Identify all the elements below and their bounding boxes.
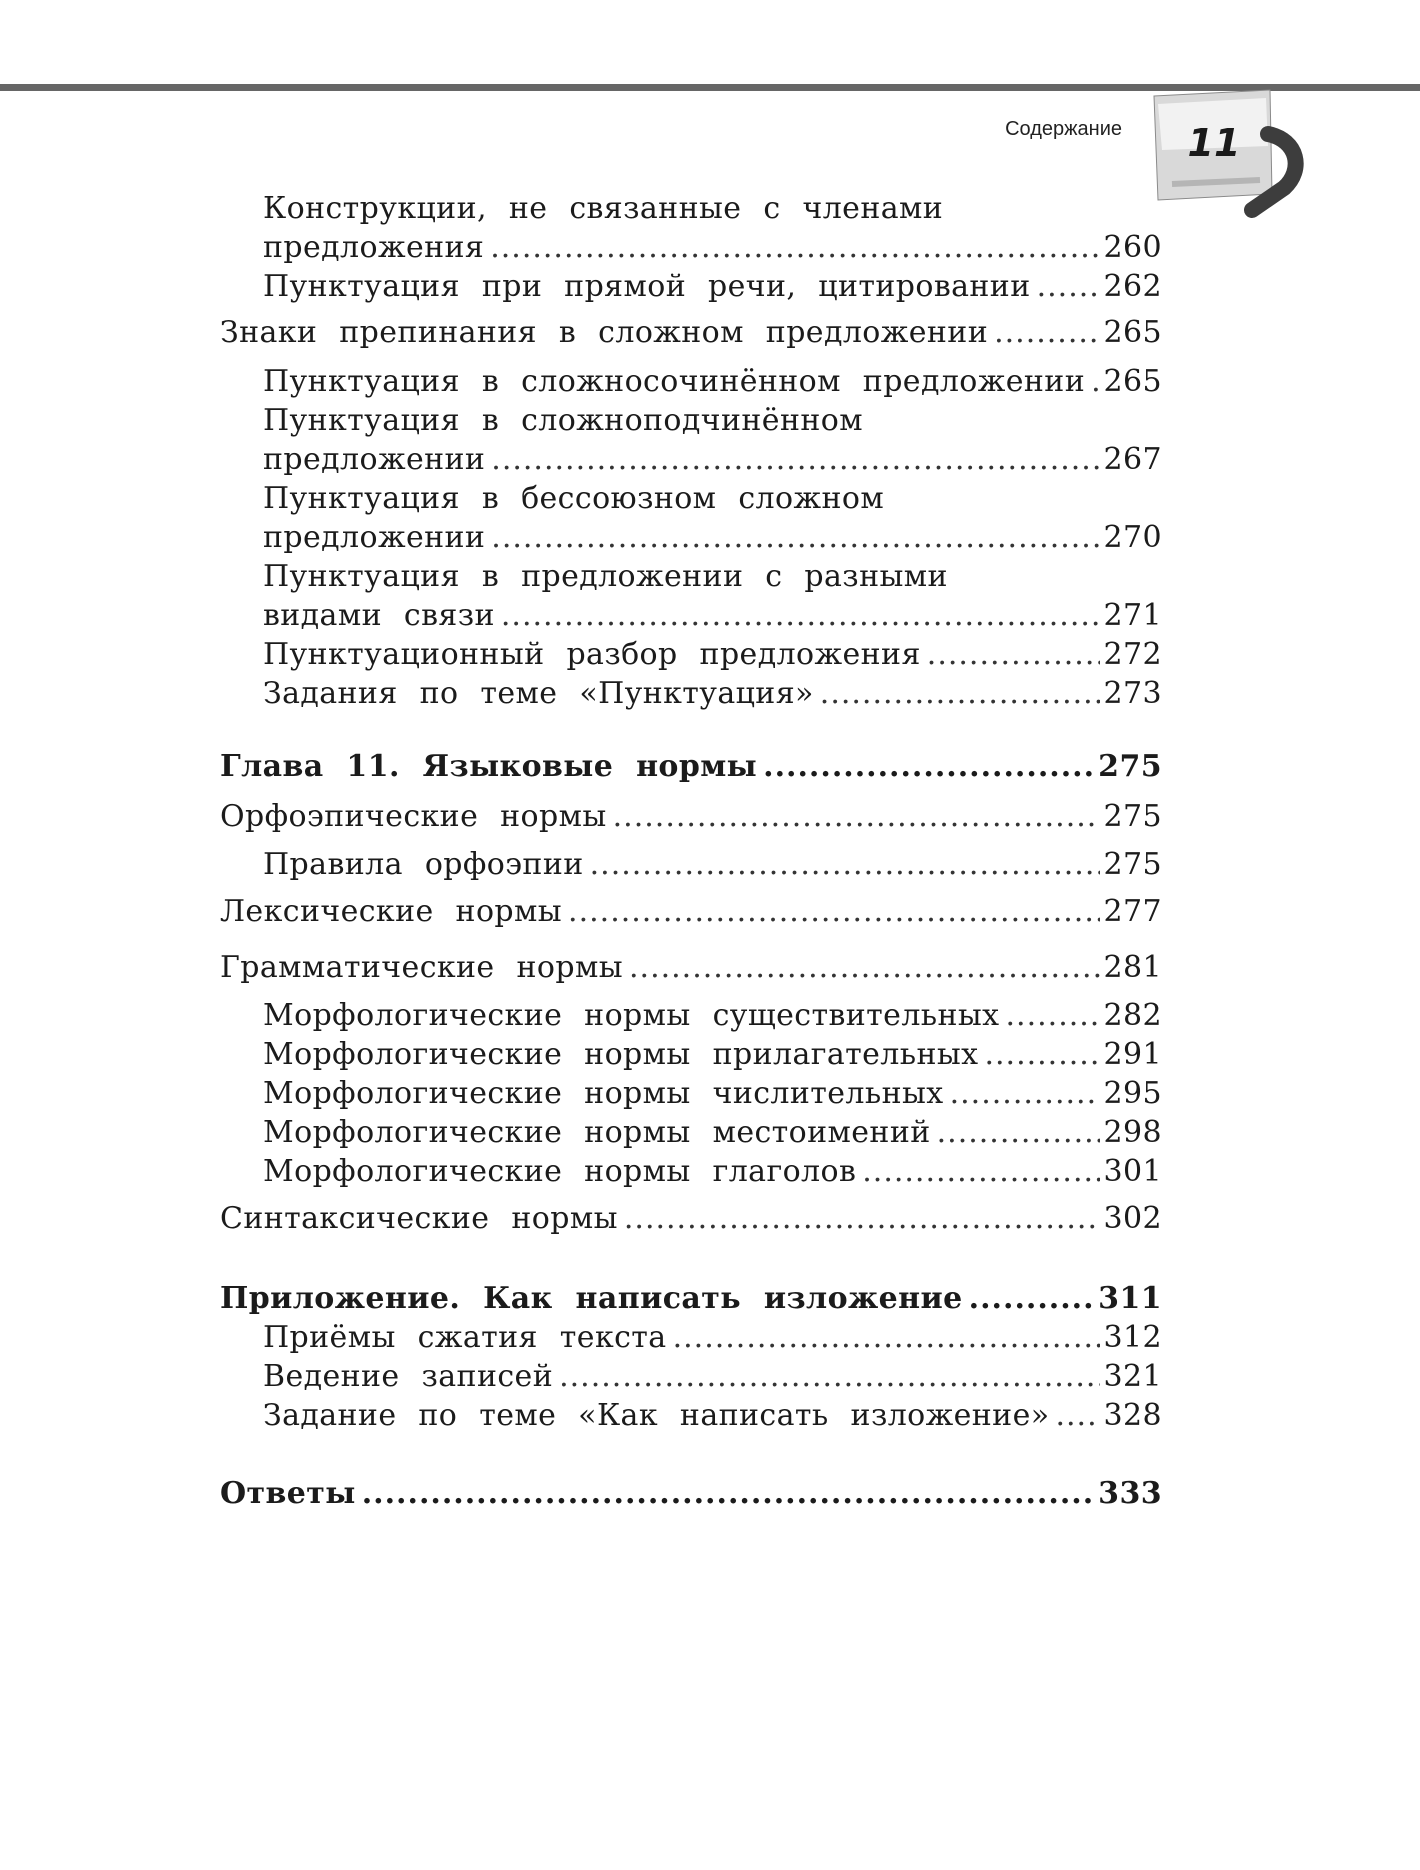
toc-entry-page: 270 [1103,520,1162,555]
toc-entry-title: Глава 11. Языковые нормы [220,749,758,784]
toc-entry-page: 260 [1103,230,1162,265]
toc-entry-title: Задания по теме «Пунктуация» [263,676,814,711]
page-number: 11 [1187,121,1241,165]
toc-entry-title: предложения [263,230,485,265]
toc-entry-title: Приложение. Как написать изложение [220,1281,963,1316]
toc-entry-page: 298 [1103,1115,1162,1150]
toc-entry[interactable] [263,674,1162,713]
dot-leader [994,313,1099,352]
toc-entry-page: 295 [1103,1076,1162,1111]
dot-leader [629,948,1100,987]
toc-chapter[interactable] [220,1474,1162,1513]
toc-entry[interactable] [220,892,1162,931]
dot-leader [490,228,1099,267]
toc-entry-title: Приёмы сжатия текста [263,1320,667,1355]
toc-entry[interactable] [263,1152,1162,1191]
toc-entry-line1: Пунктуация в бессоюзном сложном [263,481,885,516]
toc-entry[interactable] [263,518,1162,557]
dot-leader [984,1035,1099,1074]
toc-entry-title: Пунктуация при прямой речи, цитировании [263,269,1031,304]
dot-leader [1055,1396,1099,1435]
toc-entry[interactable] [263,1396,1162,1435]
toc-entry[interactable] [263,362,1162,401]
toc-entry-page: 302 [1103,1201,1162,1236]
dot-leader [559,1357,1099,1396]
toc-chapter[interactable] [220,747,1162,786]
toc-entry-page: 328 [1103,1398,1162,1433]
toc-entry-title: Грамматические нормы [220,950,623,985]
toc-entry[interactable] [263,1318,1162,1357]
toc-entry[interactable] [263,845,1162,884]
dot-leader [820,674,1100,713]
toc-entry-title: Правила орфоэпии [263,847,584,882]
toc-entry-page: 275 [1103,799,1162,834]
toc-entry-page: 262 [1103,269,1162,304]
toc-entry-title: Морфологические нормы местоимений [263,1115,931,1150]
toc-entry-page: 277 [1103,894,1162,929]
dot-leader [491,440,1099,479]
toc-entry-page: 275 [1098,749,1162,784]
toc-entry[interactable] [263,596,1162,635]
toc-entry[interactable] [263,267,1162,306]
toc-entry-title: Морфологические нормы существительных [263,998,1000,1033]
dot-leader [362,1474,1094,1513]
toc-entry-title: Морфологические нормы глаголов [263,1154,857,1189]
dot-leader [1006,996,1100,1035]
toc-entry-title: Морфологические нормы числительных [263,1076,944,1111]
toc-entry-title: Морфологические нормы прилагательных [263,1037,979,1072]
toc-entry-page: 265 [1103,364,1162,399]
toc-entry-page: 281 [1103,950,1162,985]
toc-entry-page: 282 [1103,998,1162,1033]
dot-leader [590,845,1100,884]
toc-entry-title: Задание по теме «Как написать изложение» [263,1398,1050,1433]
toc-chapter[interactable] [220,1279,1162,1318]
toc-entry-title: Ответы [220,1476,356,1511]
toc-entry-title: Синтаксические нормы [220,1201,618,1236]
dot-leader [862,1152,1099,1191]
dot-leader [763,747,1094,786]
toc-entry-title: Ведение записей [263,1359,554,1394]
toc-entry-page: 267 [1103,442,1162,477]
toc-entry[interactable] [263,1357,1162,1396]
toc-entry-line1: Пунктуация в сложноподчинённом [263,403,863,438]
dot-leader [950,1074,1100,1113]
toc-entry-page: 271 [1103,598,1162,633]
toc-entry-page: 291 [1103,1037,1162,1072]
toc-entry-page: 272 [1103,637,1162,672]
toc-entry-line1: Конструкции, не связанные с членами [263,191,944,226]
toc-entry[interactable] [220,948,1162,987]
toc-entry[interactable] [220,797,1162,836]
dot-leader [969,1279,1095,1318]
toc-entry-title: Лексические нормы [220,894,563,929]
toc-entry[interactable] [263,635,1162,674]
toc-entry-title: видами связи [263,598,495,633]
toc-entry-title: предложении [263,520,486,555]
toc-entry-page: 273 [1103,676,1162,711]
toc-entry-title: Орфоэпические нормы [220,799,607,834]
dot-leader [937,1113,1100,1152]
toc-entry[interactable] [263,1035,1162,1074]
toc-entry-page: 321 [1103,1359,1162,1394]
dot-leader [927,635,1100,674]
dot-leader [1037,267,1100,306]
toc-entry[interactable] [263,228,1162,267]
dot-leader [613,797,1100,836]
toc-entry-line1: Пунктуация в предложении с разными [263,559,948,594]
toc-entry[interactable] [263,1074,1162,1113]
toc-entry[interactable] [263,1113,1162,1152]
toc-entry-page: 333 [1098,1476,1162,1511]
dot-leader [624,1199,1100,1238]
toc-entry[interactable] [220,1199,1162,1238]
dot-leader [491,518,1099,557]
toc-entry[interactable] [263,440,1162,479]
running-header-title: Содержание [1005,118,1122,140]
dot-leader [673,1318,1100,1357]
dot-leader [1091,362,1099,401]
toc-entry-page: 311 [1098,1281,1162,1316]
toc-entry-title: Знаки препинания в сложном предложении [220,315,989,350]
toc-entry-page: 301 [1103,1154,1162,1189]
toc-entry-page: 312 [1103,1320,1162,1355]
toc-entry-page: 275 [1103,847,1162,882]
toc-entry-title: предложении [263,442,486,477]
dot-leader [568,892,1099,931]
dot-leader [501,596,1100,635]
toc-entry[interactable] [263,996,1162,1035]
toc-entry[interactable] [220,313,1162,352]
toc-entry-page: 265 [1103,315,1162,350]
toc-entry-title: Пунктуационный разбор предложения [263,637,921,672]
toc-entry-title: Пунктуация в сложносочинённом предложении [263,364,1086,399]
